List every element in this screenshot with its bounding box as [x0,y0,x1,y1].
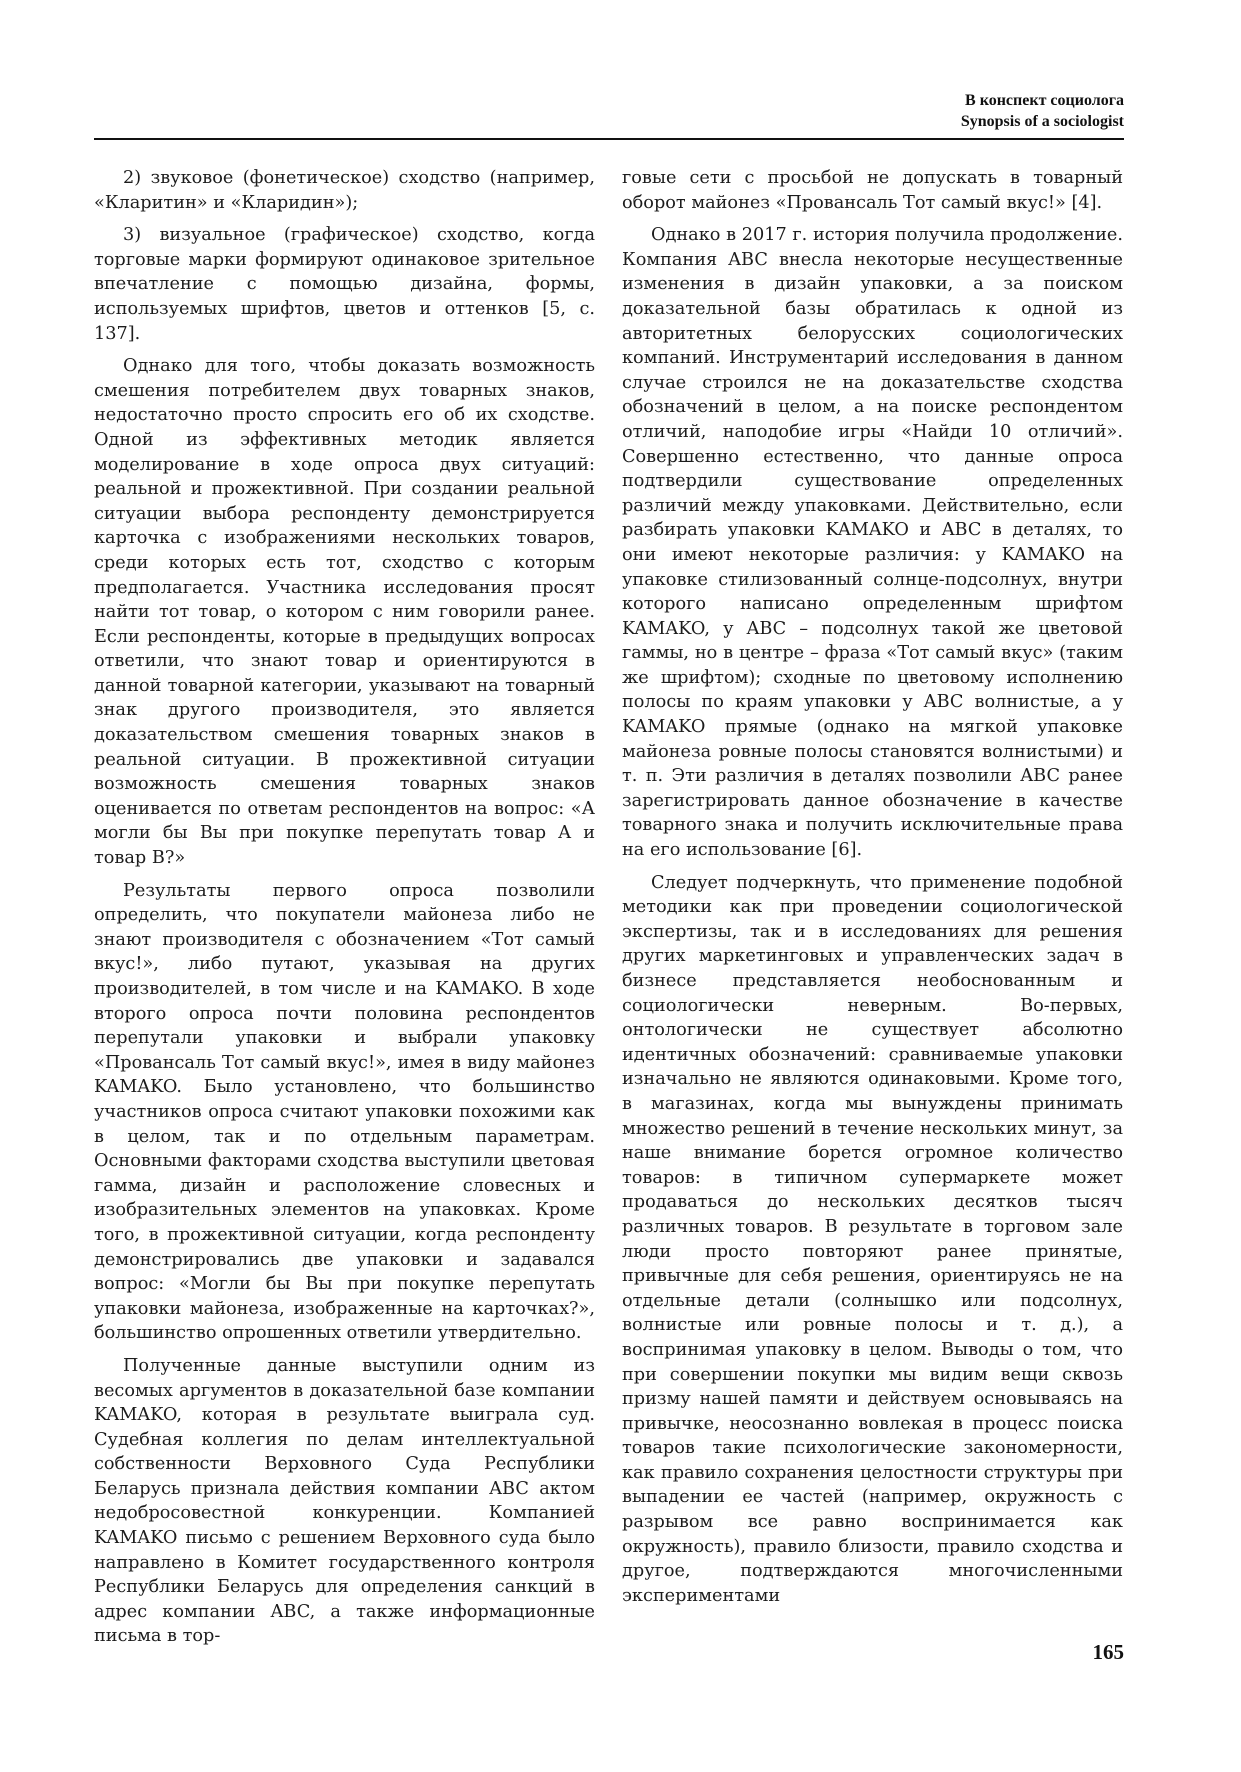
paragraph: Однако для того, чтобы доказать возможность смешения потребителем двух товарных знаков, недостаточно просто спросить его об их сходстве. Одной из эффективных методик является моделирование в ходе опроса двух ситуаций: реальной и прожективной. При создании реальной ситуации выбора респонденту демонстрируется карточка с изображениями нескольких товаров, среди которых есть тот, сходство с которым предполагается. Участника исследования просят найти тот товар, о котором с ним говорили ранее. Если респонденты, которые в предыдущих вопросах ответили, что знают товар и ориентируются в данной товарной категории, указывают на товарный знак другого производителя, это является доказательством смешения товарных знаков в реальной ситуации. В прожективной ситуации возможность смешения товарных знаков оценивается по ответам респондентов на вопрос: «А могли бы Вы при покупке перепутать товар A и товар B?» [94,356,595,869]
header-rule [94,138,1124,140]
running-head-en: Synopsis of a sociologist [960,113,1124,130]
paragraph: Следует подчеркнуть, что применение подобной методики как при проведении социологической экспертизы, так и в исследованиях для решения других маркетинговых и управленческих задач в бизнесе представляется необоснованным и социологически неверным. Во-первых, онтологически не существует абсолютно идентичных обозначений: сравниваемые упаковки изначально не являются одинаковыми. Кроме того, в магазинах, когда мы вынуждены принимать множество решений в течение нескольких минут, за наше внимание борется огромное количество товаров: в типичном супермаркете может продаваться до нескольких десятков тысяч различных товаров. В результате в торговом зале люди просто повторяют ранее принятые, привычные для себя решения, ориентируясь не на отдельные детали (солнышко или подсолнух, волнистые или ровные полосы и т. д.), а воспринимая упаковку в целом. Выводы о том, что при совершении покупки мы видим вещи сквозь призму нашей памяти и действуем основываясь на привычке, неосознанно вовлекая в процесс поиска товаров такие психологические закономерности, как правило сохранения целостности структуры при выпадении ее частей (например, окружность с разрывом все равно воспринимается как окружность), правило близости, правило сходства и другое, подтверждаются многочисленными экспериментами [622,872,1123,1606]
paragraph: Результаты первого опроса позволили определить, что покупатели майонеза либо не знают производителя с обозначением «Тот самый вкус!», либо путают, указывая на других производителей, в том числе и на KAMAKO. В ходе второго опроса почти половина респондентов перепутали упаковки и выбрали упаковку «Провансаль Тот самый вкус!», имея в виду майонез KAMAKO. Было установлено, что большинство участников опроса считают упаковки похожими как в целом, так и по отдельным параметрам. Основными факторами сходства выступили цветовая гамма, дизайн и расположение словесных и изобразительных элементов на упаковках. Кроме того, в прожективной ситуации, когда респонденту демонстрировались две упаковки и задавался вопрос: «Могли бы Вы при покупке перепутать упаковки майонеза, изображенные на карточках?», большинство опрошенных ответили утвердительно. [94,880,595,1344]
paragraph: Однако в 2017 г. история получила продолжение. Компания ABC внесла некоторые несущественные изменения в дизайн упаковки, а за поиском доказательной базы обратилась к одной из авторитетных белорусских социологических компаний. Инструментарий исследования в данном случае строился не на доказательстве сходства обозначений в целом, а на поиске респондентом отличий, наподобие игры «Найди 10 отличий». Совершенно естественно, что данные опроса подтвердили существование определенных различий между упаковками. Действительно, если разбирать упаковки KAMAKO и ABC в деталях, то они имеют некоторые различия: у KAMAKO на упаковке стилизованный солнце-подсолнух, внутри которого написано определенным шрифтом KAMAKO, у ABC – подсолнух такой же цветовой гаммы, но в центре – фраза «Тот самый вкус» (таким же шрифтом); сходные по цветовому исполнению полосы по краям упаковки у ABC волнистые, а у KAMAKO прямые (однако на мягкой упаковке майонеза ровные полосы становятся волнистыми) и т. п. Эти различия в деталях позволили ABC ранее зарегистрировать данное обозначение в качестве товарного знака и получить исключительные права на его использование [6]. [622,225,1123,861]
left-column [94,166,595,1657]
paragraph: 3) визуальное (графическое) сходство, когда торговые марки формируют одинаковое зрительное впечатление с помощью дизайна, формы, используемых шрифтов, цветов и оттенков [5, с. 137]. [94,225,595,344]
right-column [622,166,1123,1616]
paragraph: говые сети с просьбой не допускать в товарный оборот майонез «Провансаль Тот самый вкус!» [4]. [622,168,1123,213]
paragraph: Полученные данные выступили одним из весомых аргументов в доказательной базе компании KAMAKO, которая в результате выиграла суд. Судебная коллегия по делам интеллектуальной собственности Верховного Суда Республики Беларусь признала действия компании ABC актом недобросовестной конкуренции. Компанией KAMAKO письмо с решением Верховного суда было направлено в Комитет государственного контроля Республики Беларусь для определения санкций в адрес компании ABC, а также информационные письма в тор- [94,1355,595,1647]
paragraph: 2) звуковое (фонетическое) сходство (например, «Кларитин» и «Кларидин»); [94,168,595,213]
running-head [961,90,1124,132]
running-head-ru: В конспект социолога [965,92,1124,109]
page-number: 165 [1092,1640,1124,1664]
